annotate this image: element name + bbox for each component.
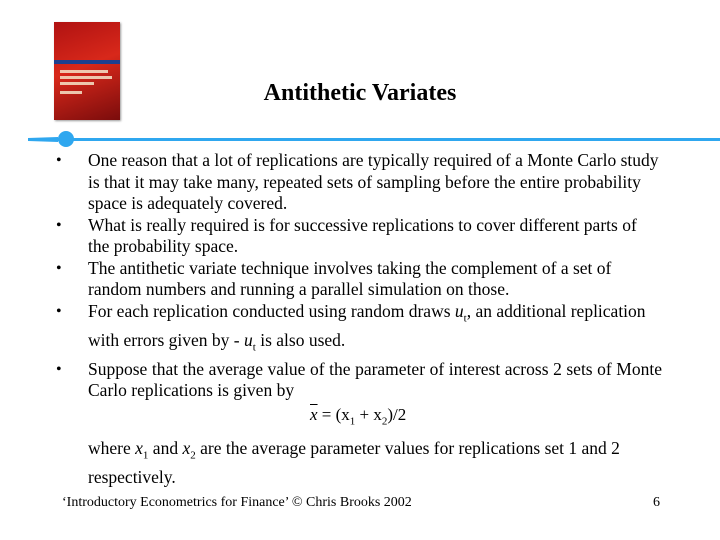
explanation-text: and <box>148 437 183 458</box>
bullet-item-4 <box>52 301 662 359</box>
formula-part: )/2 <box>387 404 407 424</box>
title-divider-tip <box>28 137 58 142</box>
page-number: 6 <box>653 495 660 510</box>
bullet-text: What is really required is for successive replications to cover different parts of the probability space. <box>88 214 637 256</box>
formula-part: + x <box>355 404 382 424</box>
bullet-text: , an additional replication with errors given by - <box>88 300 646 350</box>
subscript-1: 1 <box>142 449 149 462</box>
book-cover-stripe <box>54 60 120 64</box>
bullet-item-3 <box>52 258 662 301</box>
formula-part: = (x <box>317 404 350 424</box>
variable-u: u <box>454 300 464 321</box>
bullet-icon: • <box>56 302 62 320</box>
slide-title <box>0 80 720 107</box>
bullet-text: Suppose that the average value of the parameter of interest across 2 sets of Monte Carlo replications is given by <box>88 358 662 400</box>
variable-x1: x <box>135 437 143 458</box>
variable-u: u <box>244 329 253 350</box>
explanation-text: where <box>88 437 136 458</box>
title-divider <box>28 138 720 141</box>
bullet-text: The antithetic variate technique involves taking the complement of a set of random numbers and running a parallel simulation on those. <box>88 257 612 299</box>
variable-x2: x <box>182 437 191 458</box>
bullet-list <box>52 150 662 402</box>
slide-title-text: Antithetic Variates <box>263 80 457 106</box>
formula-subscript: 2 <box>381 414 388 427</box>
slide-body <box>52 150 662 488</box>
bullet-item-2 <box>52 215 662 258</box>
bullet-item-1 <box>52 150 662 215</box>
formula-explanation <box>52 438 662 489</box>
title-divider-dot <box>58 131 74 147</box>
bullet-text: For each replication conducted using random draws <box>88 300 455 321</box>
explanation-text: are the average parameter values for replications set 1 and 2 respectively. <box>88 437 620 487</box>
bullet-icon: • <box>56 360 62 378</box>
bullet-item-5 <box>52 359 662 402</box>
bullet-text: is also used. <box>255 329 346 350</box>
formula-xbar: $\overline{x}$ <box>310 404 318 424</box>
subscript-t: t <box>252 341 256 353</box>
formula-subscript: 1 <box>349 414 356 427</box>
bullet-icon: • <box>56 259 62 277</box>
subscript-t: t <box>463 312 467 324</box>
slide-footer: ‘Introductory Econometrics for Finance’ © Chris Brooks 2002 <box>62 495 412 510</box>
bullet-icon: • <box>56 152 62 169</box>
average-formula <box>52 404 662 432</box>
bullet-text: One reason that a lot of replications are typically required of a Monte Carlo study is that it may take many, repeated sets of sampling before the entire probability space is adequately covered. <box>88 150 659 213</box>
subscript-2: 2 <box>190 449 196 462</box>
bullet-icon: • <box>56 216 62 234</box>
